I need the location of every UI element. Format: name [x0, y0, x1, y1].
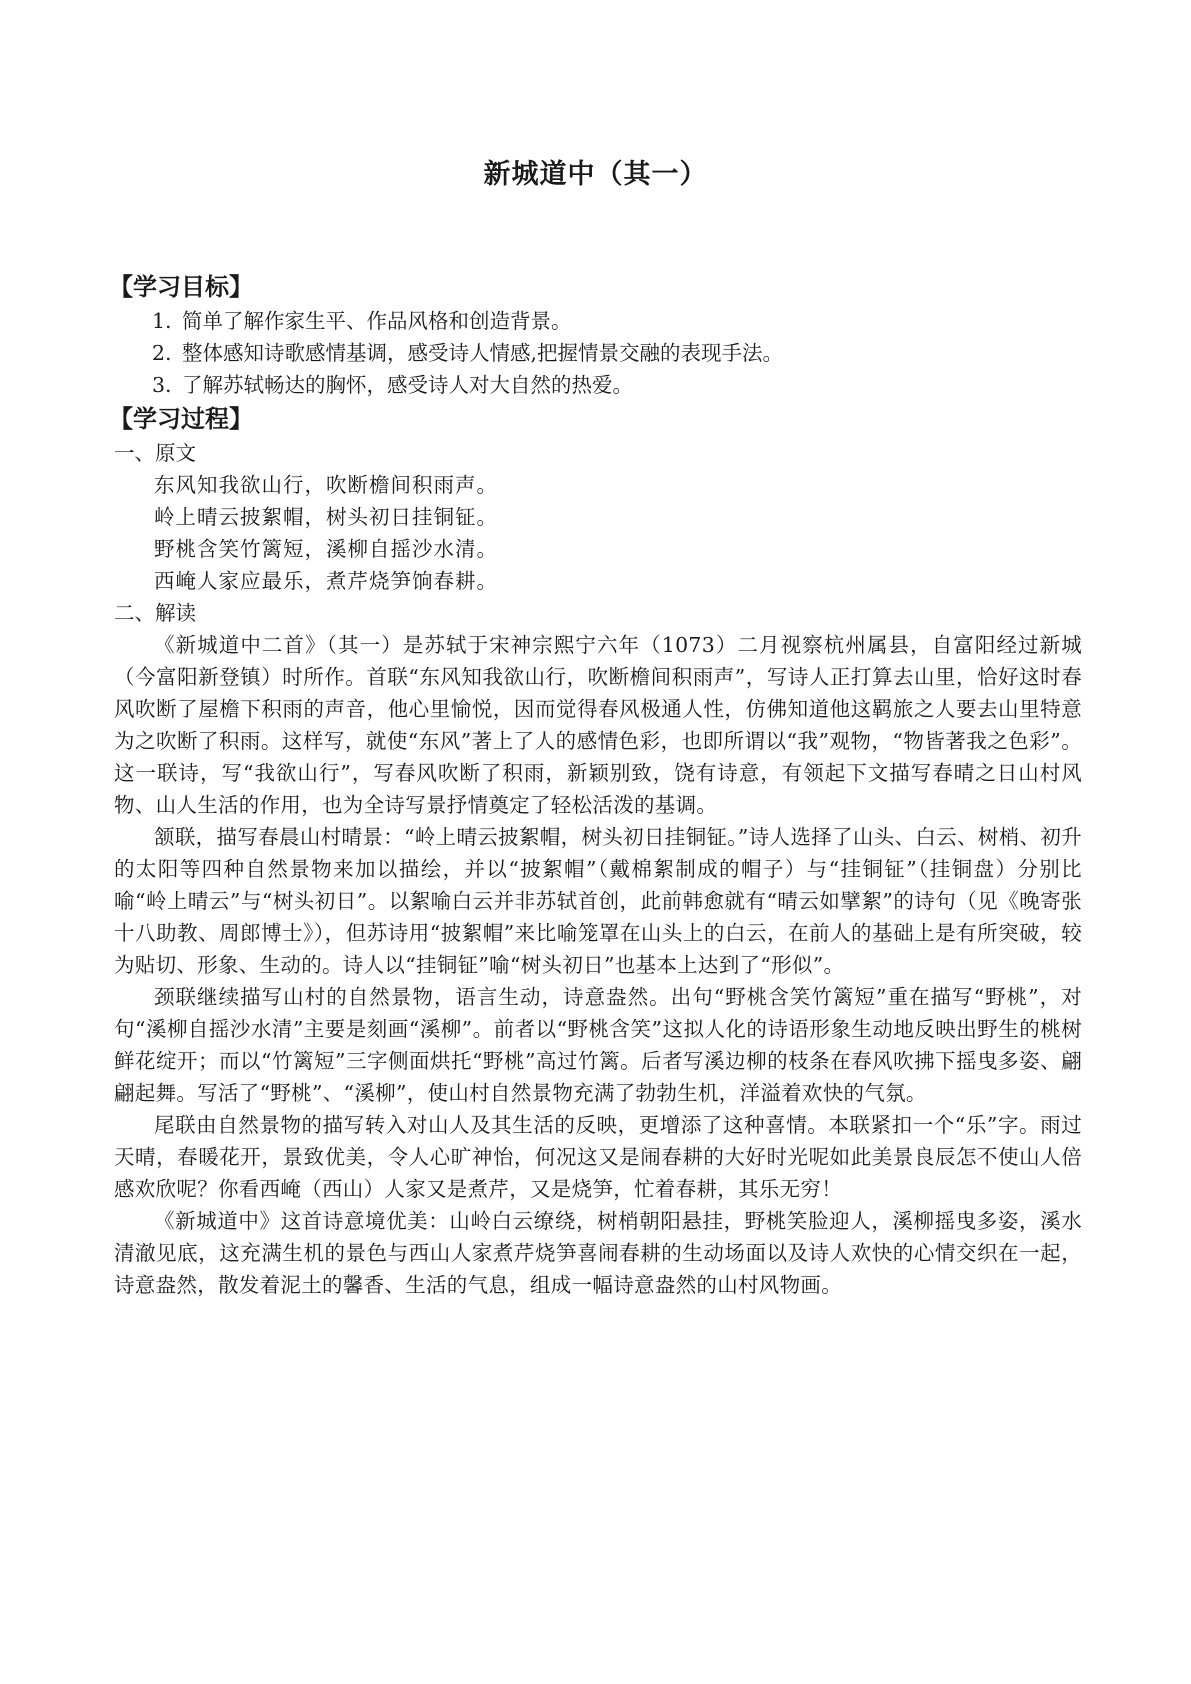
poem-line: 西崦人家应最乐，煮芹烧笋饷春耕。: [154, 569, 498, 593]
document-body: [109, 269, 1082, 1301]
interpretation-paragraph: 《新城道中》这首诗意境优美：山岭白云缭绕，树梢朝阳悬挂，野桃笑脸迎人，溪柳摇曳多姿，溪水清澈见底，这充满生机的景色与西山人家煮芹烧笋喜闹春耕的生动场面以及诗人欢快的心情交织在一起，诗意盎然，散发着泥土的馨香、生活的气息，组成一幅诗意盎然的山村风物画。: [114, 1209, 1082, 1297]
goal-number: 1.: [152, 309, 172, 333]
goal-text: 简单了解作家生平、作品风格和创造背景。: [182, 309, 572, 333]
goal-item: [114, 305, 1082, 337]
goal-text: 整体感知诗歌感情基调，感受诗人情感,把握情景交融的表现手法。: [182, 341, 784, 365]
interpretation-paragraph: 颈联继续描写山村的自然景物，语言生动，诗意盎然。出句“野桃含笑竹篱短”重在描写“野桃”，对句“溪柳自摇沙水清”主要是刻画“溪柳”。前者以“野桃含笑”这拟人化的诗语形象生动地反映出野生的桃树鲜花绽开；而以“竹篱短”三字侧面烘托“野桃”高过竹篱。后者写溪边柳的枝条在春风吹拂下摇曳多姿、翩翩起舞。写活了“野桃”、“溪柳”，使山村自然景物充满了勃勃生机，洋溢着欢快的气氛。: [114, 985, 1082, 1105]
goal-number: 3.: [152, 373, 172, 397]
learning-process-heading: 【学习过程】: [109, 404, 253, 433]
poem-line: 野桃含笑竹篱短，溪柳自摇沙水清。: [154, 537, 498, 561]
goal-number: 2.: [152, 341, 172, 365]
learning-goals-heading: 【学习目标】: [109, 272, 253, 301]
goal-item: [114, 337, 1082, 369]
goal-item: [114, 369, 1082, 401]
poem-line: 东风知我欲山行，吹断檐间积雨声。: [154, 473, 498, 497]
interpretation-paragraph: 《新城道中二首》（其一）是苏轼于宋神宗熙宁六年（1073）二月视察杭州属县，自富阳经过新城（今富阳新登镇）时所作。首联“东风知我欲山行，吹断檐间积雨声”，写诗人正打算去山里，恰好这时春风吹断了屋檐下积雨的声音，他心里愉悦，因而觉得春风极通人性，仿佛知道他这羁旅之人要去山里特意为之吹断了积雨。这样写，就使“东风”著上了人的感情色彩，也即所谓以“我”观物，“物皆著我之色彩”。这一联诗，写“我欲山行”，写春风吹断了积雨，新颖别致，饶有诗意，有领起下文描写春晴之日山村风物、山人生活的作用，也为全诗写景抒情奠定了轻松活泼的基调。: [114, 633, 1082, 817]
original-text-heading: 一、原文: [114, 441, 196, 465]
interpretation-paragraph: 颔联，描写春晨山村晴景：“岭上晴云披絮帽，树头初日挂铜钲。”诗人选择了山头、白云、树梢、初升的太阳等四种自然景物来加以描绘，并以“披絮帽”（戴棉絮制成的帽子）与“挂铜钲”（挂铜盘）分别比喻“岭上晴云”与“树头初日”。以絮喻白云并非苏轼首创，此前韩愈就有“晴云如擘絮”的诗句（见《晚寄张十八助教、周郎博士》），但苏诗用“披絮帽”来比喻笼罩在山头上的白云，在前人的基础上是有所突破，较为贴切、形象、生动的。诗人以“挂铜钲”喻“树头初日”也基本上达到了“形似”。: [114, 825, 1082, 977]
poem-line: 岭上晴云披絮帽，树头初日挂铜钲。: [154, 505, 498, 529]
interpretation-heading: 二、解读: [114, 601, 196, 625]
interpretation-paragraph: 尾联由自然景物的描写转入对山人及其生活的反映，更增添了这种喜情。本联紧扣一个“乐”字。雨过天晴，春暖花开，景致优美，令人心旷神怡，何况这又是闹春耕的大好时光呢如此美景良辰怎不使山人倍感欢欣呢？你看西崦（西山）人家又是煮芹，又是烧笋，忙着春耕，其乐无穷！: [114, 1113, 1082, 1201]
document-title: 新城道中（其一）: [483, 159, 708, 190]
goal-text: 了解苏轼畅达的胸怀，感受诗人对大自然的热爱。: [182, 373, 633, 397]
